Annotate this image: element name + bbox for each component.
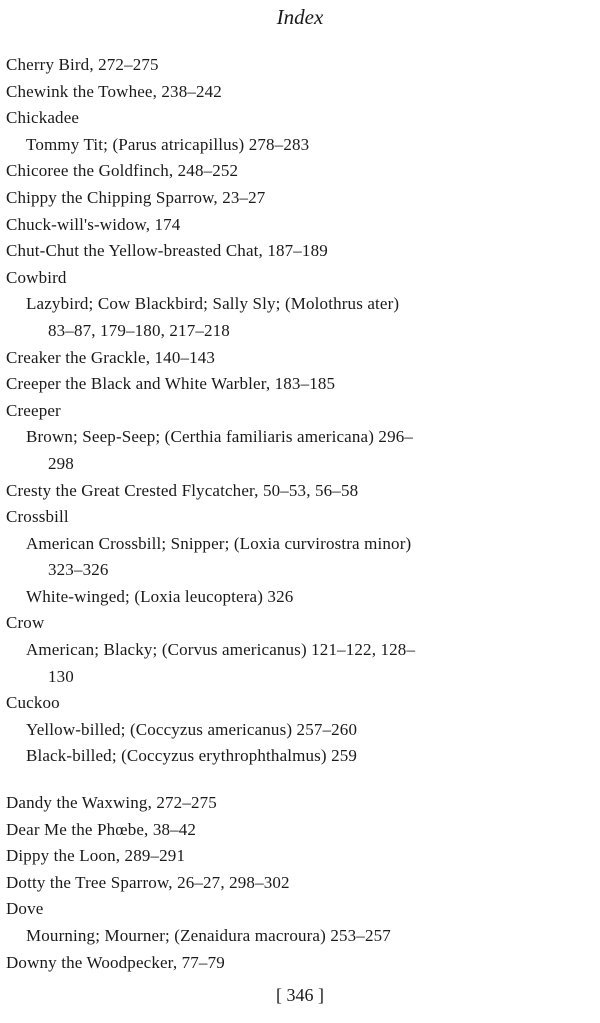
- index-entry: Dear Me the Phœbe, 38–42: [6, 819, 197, 839]
- index-entry: Chickadee: [6, 108, 80, 128]
- index-entry: Cowbird: [6, 267, 67, 287]
- section-gap: [6, 770, 594, 790]
- index-subentry-continuation: 323–326: [48, 560, 109, 580]
- index-subentry: American; Blacky; (Corvus americanus) 121–122, 128–: [26, 640, 416, 660]
- index-subentry-continuation: 130: [48, 666, 74, 686]
- index-entry: Cuckoo: [6, 693, 60, 713]
- index-subentry: Mourning; Mourner; (Zenaidura macroura) 253–257: [26, 926, 391, 945]
- index-subentry: American Crossbill; Snipper; (Loxia curvirostra minor): [26, 533, 412, 553]
- index-entry: Chut-Chut the Yellow-breasted Chat, 187–189: [6, 241, 328, 261]
- index-subentry: White-winged; (Loxia leucoptera) 326: [26, 586, 294, 606]
- index-entry: Crow: [6, 613, 45, 633]
- index-entry: Chicoree the Goldfinch, 248–252: [6, 161, 239, 181]
- index-entry: Dandy the Waxwing, 272–275: [6, 793, 217, 813]
- index-entry: Dippy the Loon, 289–291: [6, 846, 186, 866]
- index-subentry: Yellow-billed; (Coccyzus americanus) 257–260: [26, 719, 358, 739]
- index-entry: Downy the Woodpecker, 77–79: [6, 952, 225, 972]
- index-entry: Chuck-will's-widow, 174: [6, 214, 181, 234]
- index-entry: Cresty the Great Crested Flycatcher, 50–53, 56–58: [6, 480, 359, 500]
- index-subentry-continuation: 298: [48, 453, 74, 473]
- index-subentry: Black-billed; (Coccyzus erythrophthalmus) 259: [26, 746, 358, 766]
- index-entry: Creeper: [6, 400, 61, 420]
- index-entry: Dove: [6, 899, 44, 919]
- index-list: [6, 52, 594, 976]
- index-entry: Cherry Bird, 272–275: [6, 55, 159, 74]
- page-number: [ 346 ]: [276, 985, 324, 1005]
- index-entry: Crossbill: [6, 507, 69, 527]
- index-subentry: Lazybird; Cow Blackbird; Sally Sly; (Molothrus ater): [26, 294, 400, 314]
- index-subentry: Brown; Seep-Seep; (Certhia familiaris americana) 296–: [26, 427, 414, 447]
- index-entry: Creaker the Grackle, 140–143: [6, 347, 216, 367]
- index-entry: Chewink the Towhee, 238–242: [6, 81, 222, 101]
- index-entry: Creeper the Black and White Warbler, 183–185: [6, 374, 336, 394]
- index-subentry: Tommy Tit; (Parus atricapillus) 278–283: [26, 134, 310, 154]
- index-entry: Chippy the Chipping Sparrow, 23–27: [6, 187, 266, 207]
- index-entry: Dotty the Tree Sparrow, 26–27, 298–302: [6, 872, 290, 892]
- page-title: Index: [276, 5, 324, 29]
- index-subentry-continuation: 83–87, 179–180, 217–218: [48, 320, 230, 340]
